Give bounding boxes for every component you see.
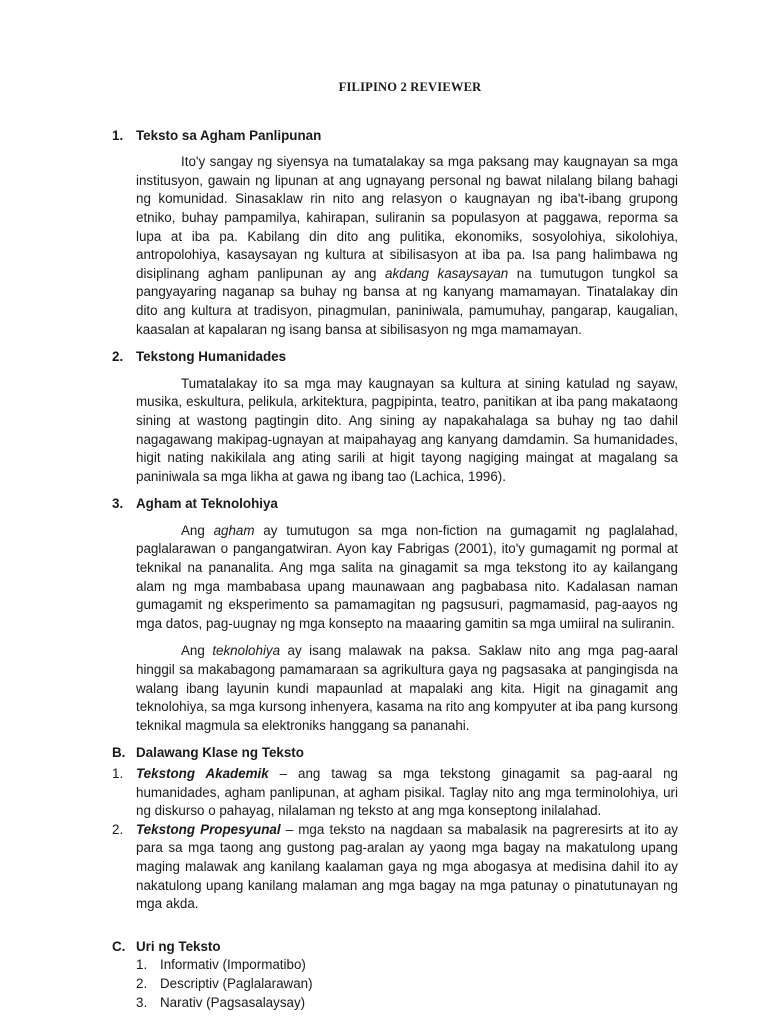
section-agham-teknolohiya — [112, 495, 678, 735]
section-letter: C. — [112, 938, 126, 954]
term: Tekstong Propesyunal — [136, 821, 281, 837]
italic-term: akdang kasaysayan — [385, 265, 509, 281]
paragraph-text: na tumutugon tungkol sa pangyayaring naganap sa buhay ng bansa at ng kanyang mamamayan. Tinatalakay din dito ang kultura at tradisyon, pinagmulan, paniniwala, pamumuhay, pangarap, kaugalian, kaasalan at kapalaran ng isang bansa at sibilisasyon ng mga mamamayan. — [136, 265, 678, 337]
section-heading — [112, 938, 678, 957]
italic-term: teknolohiya — [212, 643, 281, 659]
paragraph-text: Ito'y sangay ng siyensya na tumatalakay sa mga paksang may kaugnayan sa mga institusyon, gawain ng lipunan at ang ugnayang personal ng bawat nilalang bilang bahagi ng komunidad. Sinasaklaw rin nito ang relasyon o kaugnayan ng iba't-ibang grupong etniko, buhay pampamilya, kahirapan, suliranin sa populasyon at paggawa, reporma sa lupa at iba pa. Kabilang din dito ang pulitika, ekonomiks, sosyolohiya, sikolohiya, antropolohiya, kasaysayan ng kultura at sibilisasyon at iba pa. Isa pang halimbawa ng disiplinang agham panlipunan ay ang — [136, 154, 678, 281]
paragraph — [136, 153, 678, 339]
list-number: 2. — [112, 821, 124, 837]
paragraph — [136, 522, 678, 634]
section-number: 1. — [112, 127, 124, 143]
italic-term: agham — [213, 522, 255, 538]
list-item — [112, 765, 678, 821]
paragraph-text: ay tumutugon sa mga non-fiction na gumagamit ng paglalahad, paglalarawan o pangangatwiran. Ayon kay Fabrigas (2001), ito'y gumagamit ng pormal at teknikal na pananalita. Ang mga salita na ginagamit sa mga tekstong ito ay kailangang alam ng mga mambabasa upang maunawaan ang pagbabasa nito. Kadalasan naman gumagamit ng eksperimento sa pamamagitan ng pagsusuri, pagmamasid, pag-aayos ng mga datos, pag-uugnay ng mga konsepto na maaaring gamitin sa mga umiiral na suliranin. — [136, 522, 679, 631]
section-heading-text: Teksto sa Agham Panlipunan — [136, 127, 322, 143]
list-item — [136, 994, 678, 1013]
uri-list — [136, 956, 678, 1012]
definition: – mga teksto na nagdaan sa mabalasik na pagreresirts at ito ay para sa mga taong ang gustong pag-aralan ay yaong mga bagay na makatulong upang maging malawak ang kanilang kaalaman gaya ng mga abogasya at medisina dahil ito ay nakatulong upang kanilang malaman ang mga bagay na mga patunay o pinatutunayan ng mga akda. — [136, 821, 678, 912]
section-heading-text: Agham at Teknolohiya — [136, 496, 278, 512]
list-item-body — [136, 821, 678, 914]
list-item-label: Narativ (Pagsasalaysay) — [160, 994, 306, 1010]
section-heading — [112, 127, 678, 146]
section-uri-ng-teksto — [112, 938, 678, 1012]
paragraph-text: Ang — [181, 643, 213, 659]
section-heading — [112, 744, 678, 763]
paragraph-text: Ang — [181, 522, 214, 538]
section-agham-panlipunan — [112, 127, 678, 340]
list-item-body — [136, 765, 678, 821]
list-item — [136, 956, 678, 975]
list-number: 1. — [112, 766, 124, 781]
list-number: 1. — [136, 957, 148, 973]
section-heading — [112, 495, 678, 514]
term: Tekstong Akademik — [136, 766, 269, 781]
spacer — [112, 922, 678, 938]
paragraph — [136, 642, 678, 735]
section-number: 2. — [112, 349, 124, 365]
section-heading-text: Tekstong Humanidades — [136, 349, 287, 365]
section-letter: B. — [112, 745, 126, 761]
list-item-label: Informativ (Impormatibo) — [160, 957, 306, 973]
list-number: 2. — [136, 975, 148, 991]
list-item — [112, 821, 678, 914]
klase-list — [112, 765, 678, 914]
paragraph — [136, 375, 678, 487]
section-humanidades — [112, 348, 678, 486]
paragraph-text: Tumatalakay ito sa mga may kaugnayan sa kultura at sining katulad ng sayaw, musika, eskultura, pelikula, arkitektura, pagpipinta, teatro, panitikan at iba pang makataong sining at wastong pagtingin dito. Ang sining ay napakahalaga sa buhay ng tao dahil nagagawang makipag-ugnayan at maipahayag ang kanyang damdamin. Sa humanidades, higit nating nakikilala ang ating sarili at higit tayong nagiging maingat at magalang sa paniniwala sa mga likha at gawa ng ibang tao (Lachica, 1996). — [136, 375, 678, 484]
list-item — [136, 975, 678, 994]
list-number: 3. — [136, 994, 148, 1010]
paragraph-text: ay isang malawak na paksa. Saklaw nito ang mga pag-aaral hinggil sa makabagong pamamaraan sa agrikultura gaya ng pagsasaka at pangingisda na walang ibang layunin kundi mapaunlad at mapalaki ang kita. Higit na ginagamit ang teknolohiya, sa mga kursong inhenyera, kasama na rito ang kompyuter at iba pang kursong teknikal magmula sa elektroniks hanggang sa pananahi. — [136, 643, 678, 733]
section-number: 3. — [112, 496, 124, 512]
definition: – ang tawag sa mga tekstong ginagamit sa pag-aaral ng humanidades, agham panlipunan, at agham pisikal. Taglay nito ang mga terminolohiya, uri ng diskurso o pahayag, nilalaman ng teksto at ang mga konseptong inilalahad. — [136, 766, 678, 819]
section-heading-text: Dalawang Klase ng Teksto — [136, 745, 304, 761]
section-dalawang-klase — [112, 744, 678, 913]
list-item-label: Descriptiv (Paglalarawan) — [160, 975, 313, 991]
section-heading-text: Uri ng Teksto — [136, 938, 221, 954]
section-heading — [112, 348, 678, 367]
document-title: FILIPINO 2 REVIEWER — [338, 80, 482, 94]
